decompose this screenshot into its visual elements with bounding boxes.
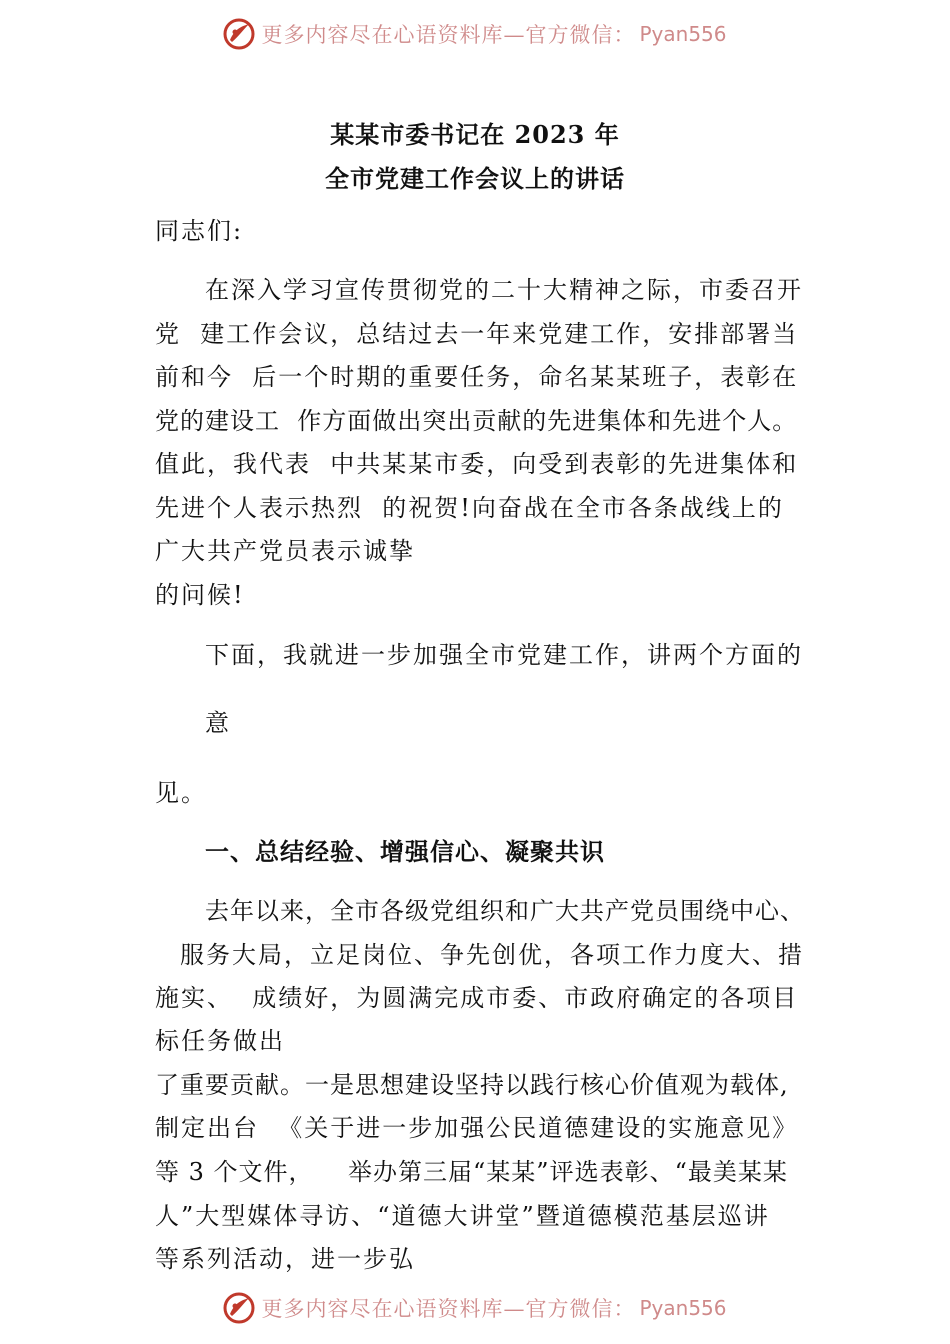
watermark-wechat-id: Pyan556 [639, 1296, 727, 1320]
paragraph-line: 的问候! [155, 581, 245, 609]
paragraph-line: 标任务做出 [155, 1027, 285, 1055]
greeting: 同志们: [155, 217, 244, 245]
paragraph-line: 人”大型媒体寻访、“道德大讲堂”暨道德模范基层巡讲 [155, 1202, 770, 1230]
paragraph-line: 服务大局，立足岗位、争先创优，各项工作力度大、措 [180, 941, 804, 969]
paragraph-line: 党 建工作会议，总结过去一年来党建工作，安排部署当 [155, 320, 799, 348]
paragraph-line: 等 3 个文件， 举办第三届“某某”评选表彰、“最美某某 [155, 1158, 788, 1186]
watermark-text: 更多内容尽在心语资料库—官方微信： [261, 1297, 636, 1321]
paragraph-line: 广大共产党员表示诚挚 [155, 537, 415, 565]
paragraph-line: 等系列活动，进一步弘 [155, 1245, 415, 1273]
brand-logo-icon [223, 18, 255, 50]
paragraph-line: 下面，我就进一步加强全市党建工作，讲两个方面的 [205, 641, 803, 669]
paragraph-line: 见。 [155, 779, 207, 807]
brand-logo-icon [223, 1292, 255, 1324]
paragraph-line: 去年以来，全市各级党组织和广大共产党员围绕中心、 [205, 897, 805, 925]
section-heading: 一、总结经验、增强信心、凝聚共识 [205, 837, 605, 866]
paragraph-line: 前和今 后一个时期的重要任务，命名某某班子，表彰在 [155, 363, 799, 391]
watermark-header [0, 14, 950, 54]
document-title-line-1: 某某市委书记在 2023 年 [330, 120, 620, 149]
paragraph-line: 党的建设工 作方面做出突出贡献的先进集体和先进个人。 [155, 407, 798, 435]
watermark-wechat-id: Pyan556 [639, 22, 727, 46]
paragraph-line: 施实、 成绩好，为圆满完成市委、市政府确定的各项目 [155, 984, 799, 1012]
watermark-footer [0, 1288, 950, 1328]
paragraph-line: 值此，我代表 中共某某市委，向受到表彰的先进集体和 [155, 450, 799, 478]
paragraph-line: 意 [205, 709, 231, 737]
paragraph-line: 先进个人表示热烈 的祝贺!向奋战在全市各条战线上的 [155, 494, 784, 522]
watermark-text: 更多内容尽在心语资料库—官方微信： [261, 23, 636, 47]
paragraph-line: 了重要贡献。一是思想建设坚持以践行核心价值观为载体, [155, 1071, 789, 1099]
document-title-line-2: 全市党建工作会议上的讲话 [325, 164, 625, 193]
paragraph-line: 在深入学习宣传贯彻党的二十大精神之际，市委召开 [205, 276, 803, 304]
paragraph-line: 制定出台 《关于进一步加强公民道德建设的实施意见》 [155, 1114, 799, 1142]
